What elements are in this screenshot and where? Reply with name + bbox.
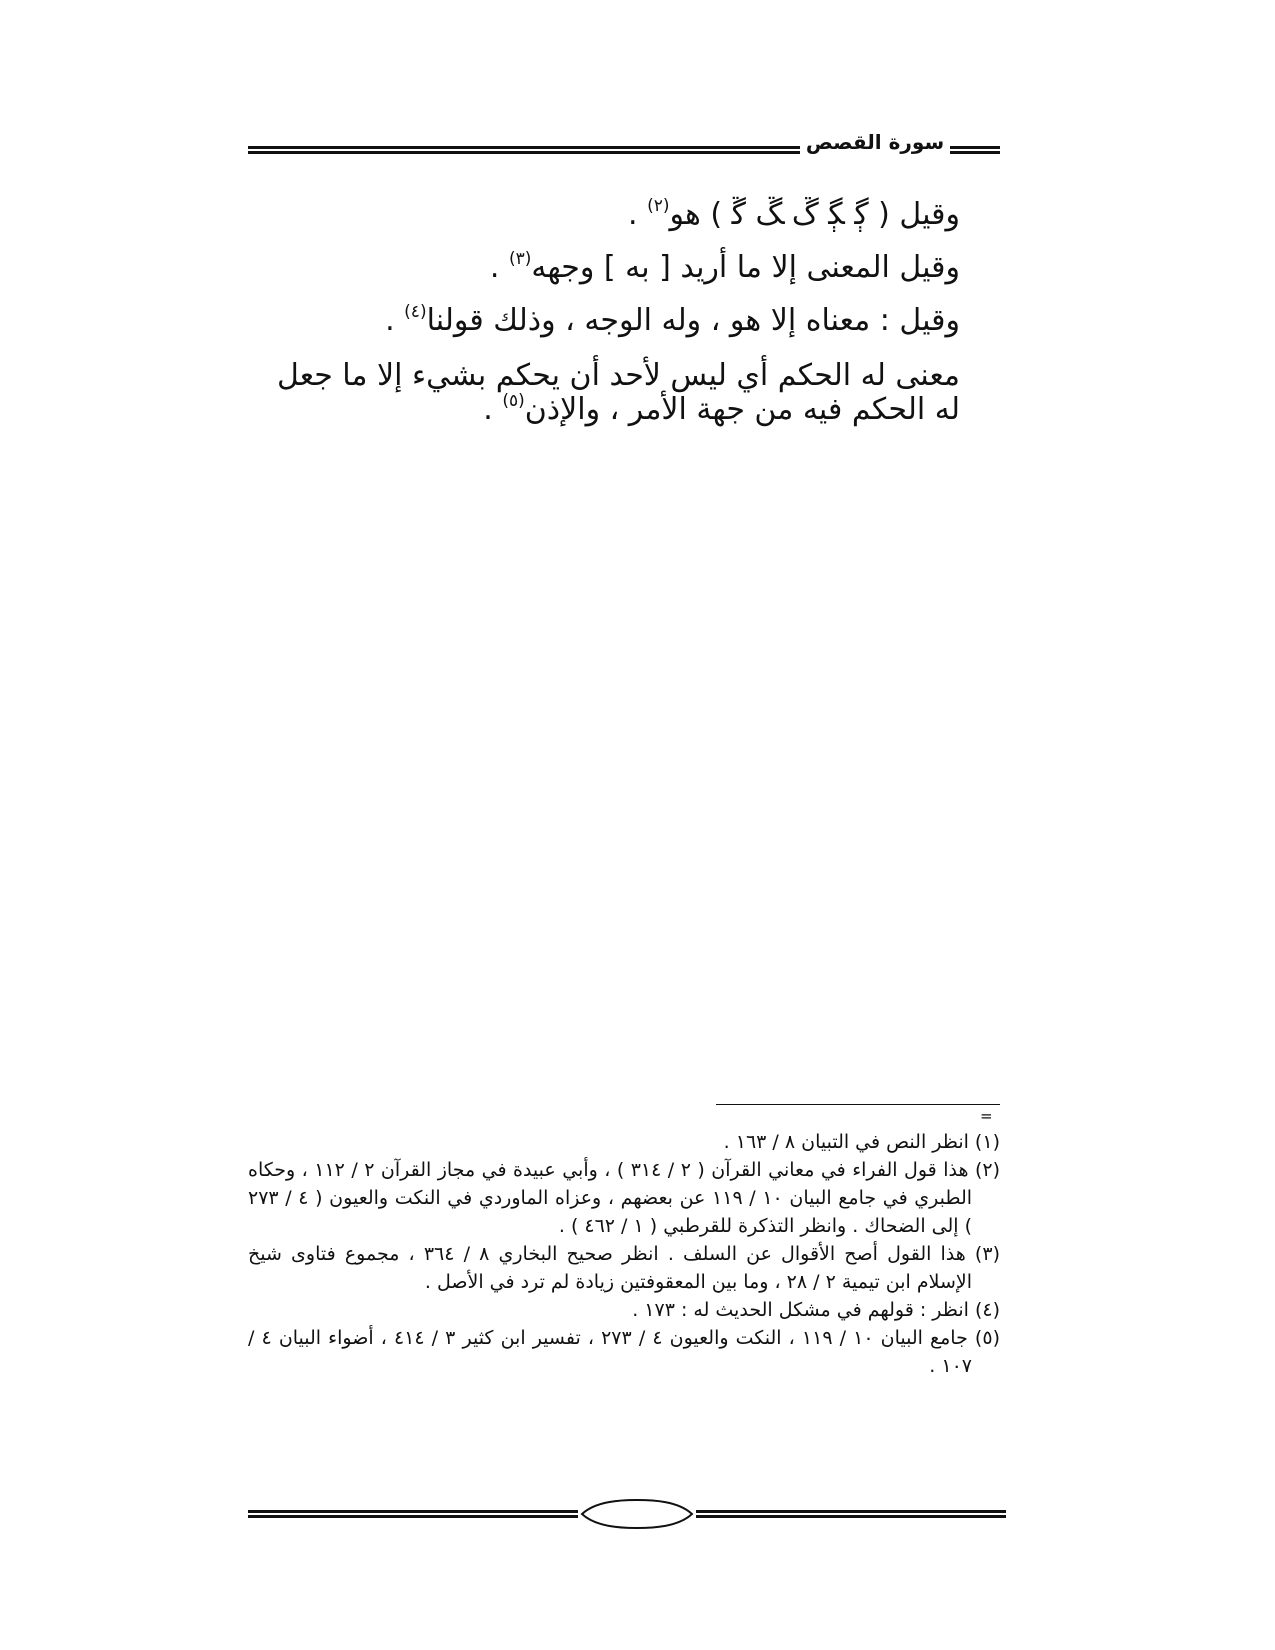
text-line-content: معنى له الحكم أي ليس لأحد أن يحكم بشيء إلا ما جعل له الحكم فيه من جهة الأمر ، والإذن [277, 358, 960, 427]
footer-rule-right [696, 1510, 1006, 1518]
footnote-continuation-mark: = [980, 1107, 993, 1125]
text-line-content: وقيل المعنى إلا ما أريد [ به ] وجهه [531, 250, 960, 285]
footnote-2: (٢) هذا قول الفراء في معاني القرآن ( ٢ / ٣١٤ ) ، وأبي عبيدة في مجاز القرآن ٢ / ١١٢ ، وحكاه الطبري في جامع البيان ١٠ / ١١٩ عن بعضهم ، وعزاه الماوردي في النكت والعيون ( ٤ / ٢٧٣ ) إلى الضحاك . وانظر التذكرة للقرطبي ( ١ / ٤٦٢ ) . [248, 1159, 1001, 1237]
text-line-end: . [628, 197, 648, 232]
page-number-ornament [576, 1497, 698, 1531]
main-text [248, 188, 1000, 427]
text-line-end: . [489, 250, 509, 285]
text-line [248, 241, 1000, 294]
footnote-5: (٥) جامع البيان ١٠ / ١١٩ ، النكت والعيون ٤ / ٢٧٣ ، تفسير ابن كثير ٣ / ٤١٤ ، أضواء البيان ٤ / ١٠٧ . [248, 1327, 1000, 1377]
footnotes [248, 1128, 1000, 1380]
header-rule-left [248, 146, 800, 154]
text-line-end: . [483, 392, 503, 427]
footnote-4: (٤) انظر : قولهم في مشكل الحديث له : ١٧٣ . [632, 1299, 1000, 1321]
text-line [248, 188, 1000, 241]
footnote-ref[interactable]: (٢) [647, 196, 670, 216]
footnote-ref[interactable]: (٣) [508, 249, 532, 269]
footnote-1: (١) انظر النص في التبيان ٨ / ١٦٣ . [723, 1131, 1000, 1153]
header-rule-right [950, 146, 1000, 154]
footer-rule-left [248, 1510, 578, 1518]
text-line [248, 294, 1000, 347]
text-line-content: وقيل ( ﮘ ﮙ ﮚ ﮛ ﮜ ) هو [669, 197, 960, 232]
footnote-ref[interactable]: (٤) [404, 302, 427, 322]
footnote-3: (٣) هذا القول أصح الأقوال عن السلف . انظر صحيح البخاري ٨ / ٣٦٤ ، مجموع فتاوى شيخ الإسلام ابن تيمية ٢ / ٢٨ ، وما بين المعقوفتين زيادة لم ترد في الأصل . [248, 1243, 1000, 1293]
page-title: سورة القصص [805, 130, 945, 154]
text-line-end: . [385, 303, 405, 338]
footnote-ref[interactable]: (٥) [502, 391, 525, 411]
footnote-separator [716, 1104, 1000, 1105]
text-paragraph [248, 359, 1000, 427]
text-line-content: وقيل : معناه إلا هو ، وله الوجه ، وذلك قولنا [426, 303, 960, 338]
